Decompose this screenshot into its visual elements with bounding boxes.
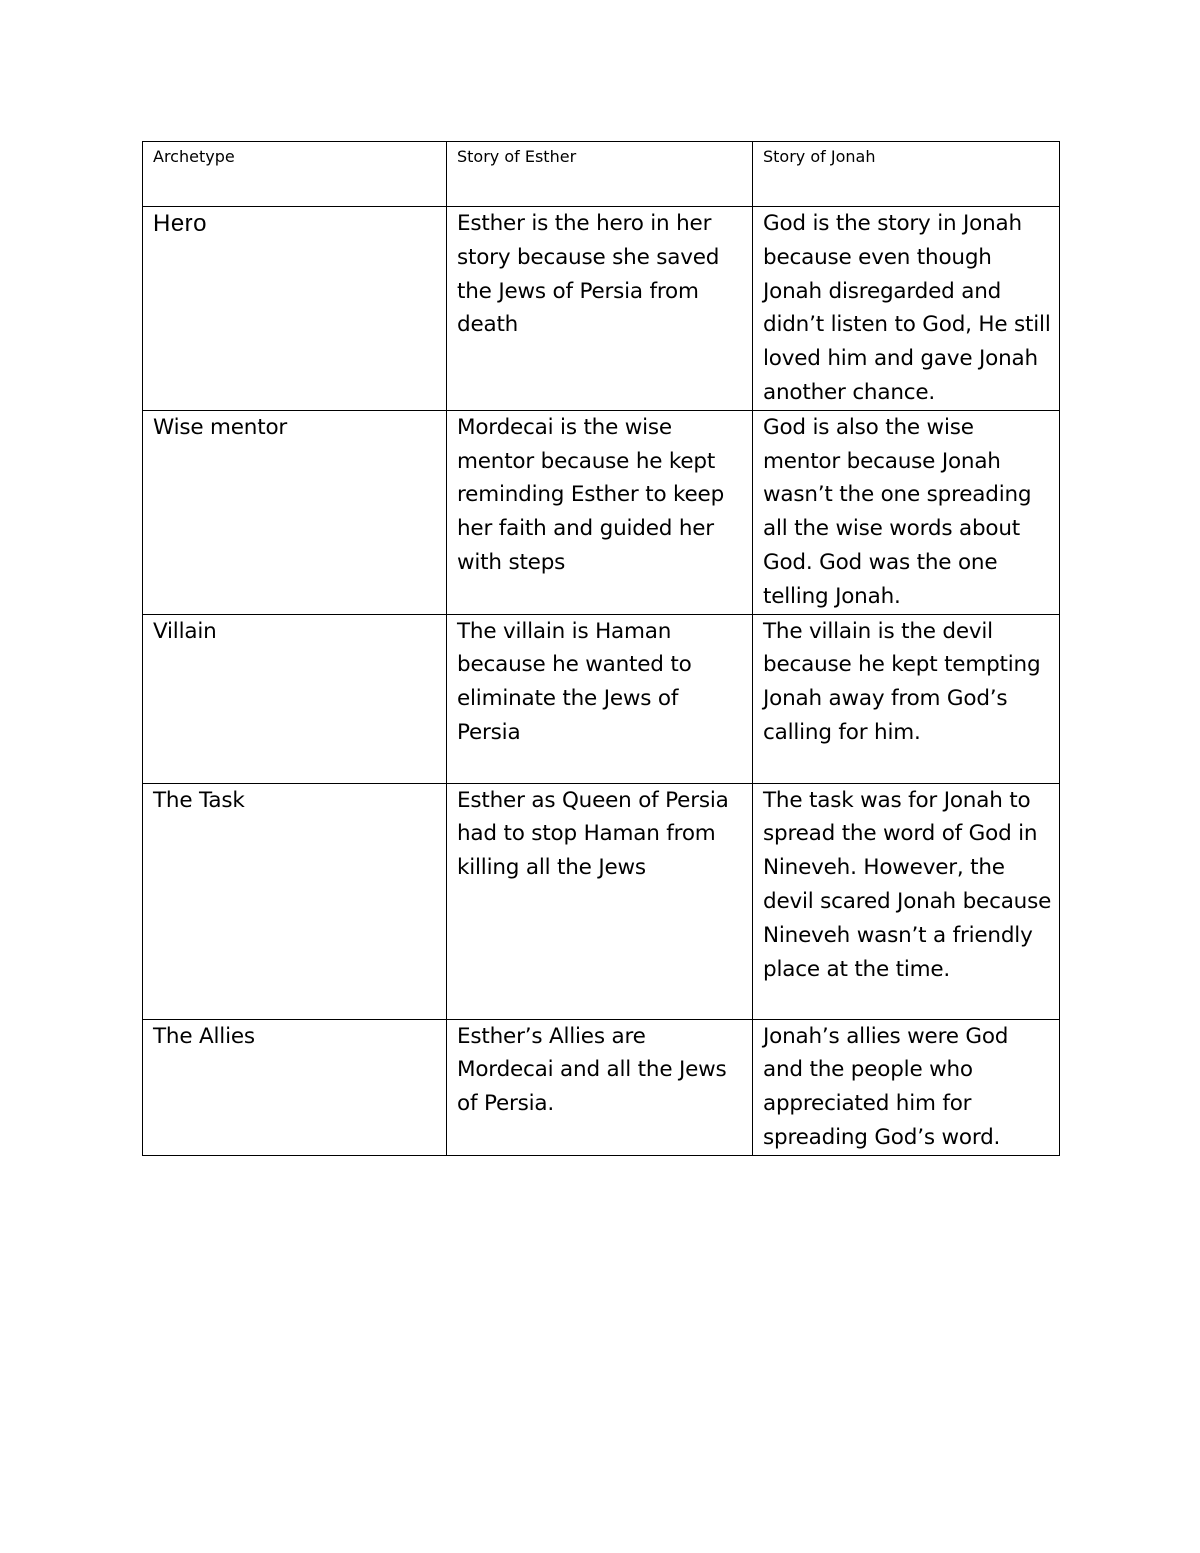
jonah-text: God is also the wise mentor because Jonah wasn’t the one spreading all the wise words about God. God was the one telling Jonah. xyxy=(763,414,1032,609)
archetype-cell xyxy=(143,1019,447,1155)
esther-cell xyxy=(447,207,753,411)
table-row xyxy=(143,410,1060,614)
jonah-text: God is the story in Jonah because even though Jonah disregarded and didn’t listen to God, He still loved him and gave Jonah another chance. xyxy=(763,211,1051,405)
archetype-label: Wise mentor xyxy=(153,414,288,440)
jonah-cell xyxy=(753,207,1060,411)
table-header-row xyxy=(143,142,1060,207)
table-row xyxy=(143,614,1060,783)
table-row xyxy=(143,207,1060,411)
archetype-cell xyxy=(143,410,447,614)
esther-text: Esther’s Allies are Mordecai and all the Jews of Persia. xyxy=(457,1023,727,1117)
header-story-of-jonah: Story of Jonah xyxy=(753,142,1060,207)
esther-text: Esther is the hero in her story because she saved the Jews of Persia from death xyxy=(457,211,720,338)
archetype-cell xyxy=(143,207,447,411)
header-story-of-esther: Story of Esther xyxy=(447,142,753,207)
archetype-table xyxy=(142,141,1060,1156)
archetype-label: The Task xyxy=(153,787,245,813)
archetype-label: Hero xyxy=(153,210,208,237)
jonah-cell xyxy=(753,783,1060,1019)
archetype-label: Villain xyxy=(153,618,217,644)
jonah-cell xyxy=(753,410,1060,614)
esther-text: Esther as Queen of Persia had to stop Haman from killing all the Jews xyxy=(457,787,729,881)
archetype-label: The Allies xyxy=(153,1023,255,1049)
jonah-text: The villain is the devil because he kept tempting Jonah away from God’s calling for him. xyxy=(763,618,1041,745)
archetype-cell xyxy=(143,783,447,1019)
esther-text: Mordecai is the wise mentor because he kept reminding Esther to keep her faith and guided her with steps xyxy=(457,414,725,575)
jonah-cell xyxy=(753,1019,1060,1155)
table-row xyxy=(143,1019,1060,1155)
esther-cell xyxy=(447,1019,753,1155)
header-archetype: Archetype xyxy=(143,142,447,207)
esther-cell xyxy=(447,783,753,1019)
jonah-cell xyxy=(753,614,1060,783)
table-row xyxy=(143,783,1060,1019)
jonah-text: The task was for Jonah to spread the word of God in Nineveh. However, the devil scared Jonah because Nineveh wasn’t a friendly place at the time. xyxy=(763,787,1052,982)
esther-cell xyxy=(447,614,753,783)
esther-text: The villain is Haman because he wanted to eliminate the Jews of Persia xyxy=(457,618,692,745)
jonah-text: Jonah’s allies were God and the people who appreciated him for spreading God’s word. xyxy=(763,1023,1009,1150)
archetype-cell xyxy=(143,614,447,783)
esther-cell xyxy=(447,410,753,614)
